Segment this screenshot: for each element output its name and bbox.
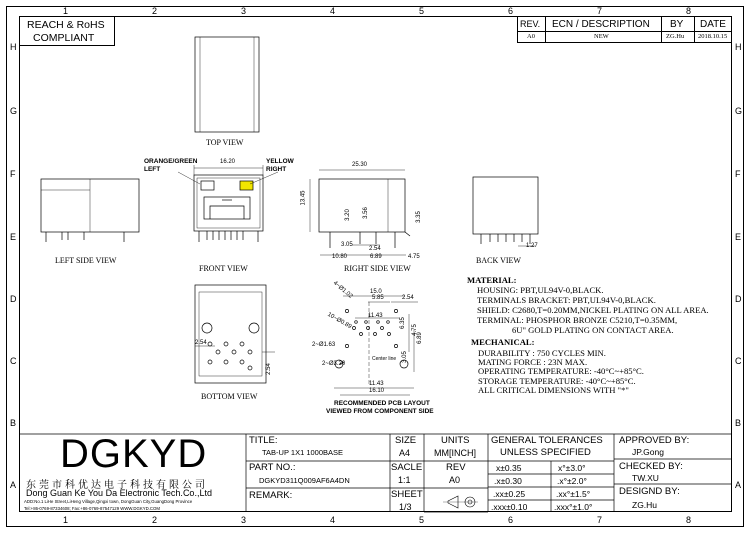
- mechanical-heading: MECHANICAL:: [471, 337, 535, 347]
- company-contact: Tel:+86-0769-87334608; Fax:+86-0769-87547129 WWW.DGKYD.COM: [24, 506, 160, 511]
- material-item: HOUSING: PBT,UL94V-0,BLACK.: [477, 285, 604, 295]
- approved-label: APPROVED BY:: [619, 435, 690, 446]
- left-side-view-label: LEFT SIDE VIEW: [55, 256, 117, 265]
- dim-pcb-11-43b: 11.43: [369, 381, 384, 387]
- checked-value: TW.XU: [632, 473, 659, 483]
- zone-row-d: D: [735, 294, 742, 304]
- zone-col-1: 1: [63, 515, 69, 525]
- mechanical-item: OPERATING TEMPERATURE: -40°C~+85°C.: [478, 366, 644, 376]
- tolerance-linear: .xxx±0.10: [491, 502, 528, 512]
- zone-col-6: 6: [508, 6, 514, 16]
- company-logo: DGKYD: [60, 432, 208, 476]
- dim-side-length: 25.30: [352, 162, 368, 168]
- approved-value: JP.Gong: [632, 447, 664, 457]
- tolerance-angular: .x°±2.0°: [557, 476, 587, 486]
- pcb-centerline-label: Center line: [372, 356, 397, 362]
- dim-3-05: 3.05: [341, 242, 353, 248]
- dim-6-89: 6.89: [370, 254, 382, 260]
- designed-label: DESIGND BY:: [619, 486, 680, 497]
- dim-pcb-11-43: 11.43: [368, 313, 383, 319]
- part-value: DGKYD311Q009AF6A4DN: [259, 476, 350, 485]
- material-item: TERMINAL: PHOSPHOR BRONZE C5210,T=0.35MM,: [477, 315, 678, 325]
- mechanical-item: STORAGE TEMPERATURE: -40°C~+85°C.: [478, 376, 636, 386]
- zone-row-e: E: [10, 232, 17, 242]
- zone-col-8: 8: [686, 515, 692, 525]
- back-view-label: BACK VIEW: [476, 256, 521, 265]
- tolerance-angular: .xx°±1.5°: [556, 489, 591, 499]
- bottom-view-drawing: [195, 285, 275, 383]
- dim-hole-3: 2~Ø1.63: [312, 342, 336, 348]
- zone-row-a: A: [735, 480, 742, 490]
- dim-4-75: 4.75: [408, 254, 420, 260]
- zone-col-4: 4: [330, 515, 336, 525]
- zone-row-c: C: [10, 356, 17, 366]
- dim-hole-2: 10~Ø0.89: [326, 311, 353, 331]
- date-value: 2018.10.15: [698, 33, 728, 40]
- zone-row-g: G: [10, 106, 18, 116]
- front-view-drawing: [178, 165, 278, 242]
- projection-symbol: [443, 496, 478, 508]
- dim-10-80: 10.80: [332, 254, 348, 260]
- by-value: ZG.Hu: [666, 33, 685, 40]
- dim-hole-4: 2~Ø3.20: [322, 361, 346, 367]
- top-view-drawing: [195, 37, 259, 132]
- rev-header: REV.: [520, 19, 541, 29]
- tolerance-heading: GENERAL TOLERANCES: [491, 435, 603, 446]
- zone-col-2: 2: [152, 6, 158, 16]
- by-header: BY: [670, 19, 684, 30]
- zone-col-3: 3: [241, 515, 247, 525]
- material-item: TERMINALS BRACKET: PBT,UL94V-0,BLACK.: [477, 295, 656, 305]
- zone-row-h: H: [10, 42, 17, 52]
- mechanical-item: MATING FORCE : 23N MAX.: [478, 357, 588, 367]
- tolerance-subheading: UNLESS SPECIFIED: [500, 447, 591, 458]
- units-value: MM[INCH]: [434, 448, 476, 458]
- led-left-label: LEFT: [144, 166, 161, 173]
- zone-col-1: 1: [63, 6, 69, 16]
- title-value: TAB-UP 1X1 1000BASE: [262, 448, 344, 457]
- units-label: UNITS: [441, 435, 470, 446]
- led-right-label: RIGHT: [266, 166, 287, 173]
- dim-pcb-6-89: 6.89: [416, 332, 423, 344]
- zone-row-f: F: [10, 169, 16, 179]
- tolerance-linear: x±0.35: [496, 463, 522, 473]
- size-value: A4: [399, 448, 411, 458]
- left-side-view-drawing: [41, 179, 139, 242]
- back-view-drawing: [473, 177, 538, 246]
- dim-pcb-16-10: 16.10: [369, 388, 385, 394]
- date-header: DATE: [700, 19, 726, 30]
- dim-3-35: 3.35: [415, 211, 422, 223]
- tolerance-linear: .xx±0.25: [493, 489, 526, 499]
- zone-col-5: 5: [419, 515, 425, 525]
- tolerance-linear: .x±0.30: [494, 476, 522, 486]
- company-name-en: Dong Guan Ke You Da Electronic Tech.Co.,Ltd: [26, 488, 212, 498]
- material-item: SHIELD: C2680,T=0.20MM,NICKEL PLATING ON ALL AREA.: [477, 305, 709, 315]
- dim-hole-1: 4~Ø1.02: [331, 280, 354, 300]
- size-label: SIZE: [395, 435, 417, 446]
- zone-row-b: B: [10, 418, 17, 428]
- sheet-value: 1/3: [399, 502, 412, 512]
- zone-row-a: A: [10, 480, 17, 490]
- bottom-view-label: BOTTOM VIEW: [201, 392, 258, 401]
- tolerance-angular: x°±3.0°: [558, 463, 586, 473]
- part-label: PART NO.:: [249, 462, 296, 473]
- rev-value: A0: [527, 33, 535, 40]
- compliance-line-2: COMPLIANT: [33, 32, 95, 44]
- dim-side-height: 13.45: [300, 190, 307, 206]
- scale-label: SACLE: [391, 462, 423, 473]
- dim-pcb-5-85: 5.85: [372, 295, 384, 301]
- right-side-view-drawing: [310, 170, 410, 255]
- company-name-cn: 东莞市科优达电子科技有限公司: [26, 480, 208, 491]
- checked-label: CHECKED BY:: [619, 461, 683, 472]
- designed-value: ZG.Hu: [632, 500, 658, 510]
- mechanical-item: DURABILITY : 750 CYCLES MIN.: [478, 348, 606, 358]
- dim-2-54: 2.54: [369, 246, 381, 252]
- led-yellow-label: YELLOW: [266, 158, 294, 165]
- dim-3-20: 3.20: [344, 209, 351, 221]
- pcb-layout-label: RECOMMENDED PCB LAYOUT: [334, 400, 430, 407]
- zone-col-6: 6: [508, 515, 514, 525]
- zone-col-8: 8: [686, 6, 692, 16]
- top-view-label: TOP VIEW: [206, 138, 244, 147]
- zone-row-g: G: [735, 106, 743, 116]
- zone-row-b: B: [735, 418, 742, 428]
- zone-col-2: 2: [152, 515, 158, 525]
- dim-back-1-27: 1.27: [526, 243, 538, 249]
- zone-col-7: 7: [597, 515, 603, 525]
- zone-row-e: E: [735, 232, 742, 242]
- ecn-value: NEW: [594, 33, 609, 40]
- ecn-header: ECN / DESCRIPTION: [552, 19, 650, 30]
- mechanical-item: ALL CRITICAL DIMENSIONS WITH "*": [478, 385, 629, 395]
- dim-pcb-4-75: 4.75: [411, 324, 418, 336]
- dim-bottom-2-54: 2.54: [195, 340, 207, 346]
- dim-pcb-15-0: 15.0: [370, 289, 382, 295]
- pcb-layout-sublabel: VIEWED FROM COMPONENT SIDE: [326, 408, 434, 415]
- dim-pcb-6-35: 6.35: [399, 317, 406, 329]
- material-heading: MATERIAL:: [467, 275, 517, 285]
- zone-row-c: C: [735, 356, 742, 366]
- material-item: 6U" GOLD PLATING ON CONTACT AREA.: [512, 325, 674, 335]
- zone-row-f: F: [735, 169, 741, 179]
- zone-row-d: D: [10, 294, 17, 304]
- dim-3-56: 3.56: [362, 207, 369, 219]
- zone-col-5: 5: [419, 6, 425, 16]
- rev-value: A0: [449, 475, 461, 485]
- rev-label: REV: [446, 462, 466, 473]
- company-address: ADD:No.1 LiHe Street,LiHeng Village,Qingxi town, DongGuan City,GuangDong Province: [24, 499, 193, 504]
- zone-col-7: 7: [597, 6, 603, 16]
- zone-col-3: 3: [241, 6, 247, 16]
- sheet-label: SHEET: [391, 489, 423, 500]
- compliance-line-1: REACH & RoHS: [27, 19, 105, 31]
- led-orange-green-label: ORANGE/GREEN: [144, 158, 198, 165]
- dim-pcb-2-54: 2.54: [402, 295, 414, 301]
- dim-bottom-2-54b: 2.54: [265, 363, 272, 375]
- dim-front-width: 16.20: [220, 159, 236, 165]
- zone-col-4: 4: [330, 6, 336, 16]
- remark-label: REMARK:: [249, 490, 293, 501]
- front-view-label: FRONT VIEW: [199, 264, 248, 273]
- dim-pcb-3-05: 3.05: [401, 351, 408, 363]
- scale-value: 1:1: [398, 475, 411, 485]
- right-side-view-label: RIGHT SIDE VIEW: [344, 264, 411, 273]
- title-label: TITLE:: [249, 435, 278, 446]
- zone-row-h: H: [735, 42, 742, 52]
- tolerance-angular: .xxx°±1.0°: [554, 502, 593, 512]
